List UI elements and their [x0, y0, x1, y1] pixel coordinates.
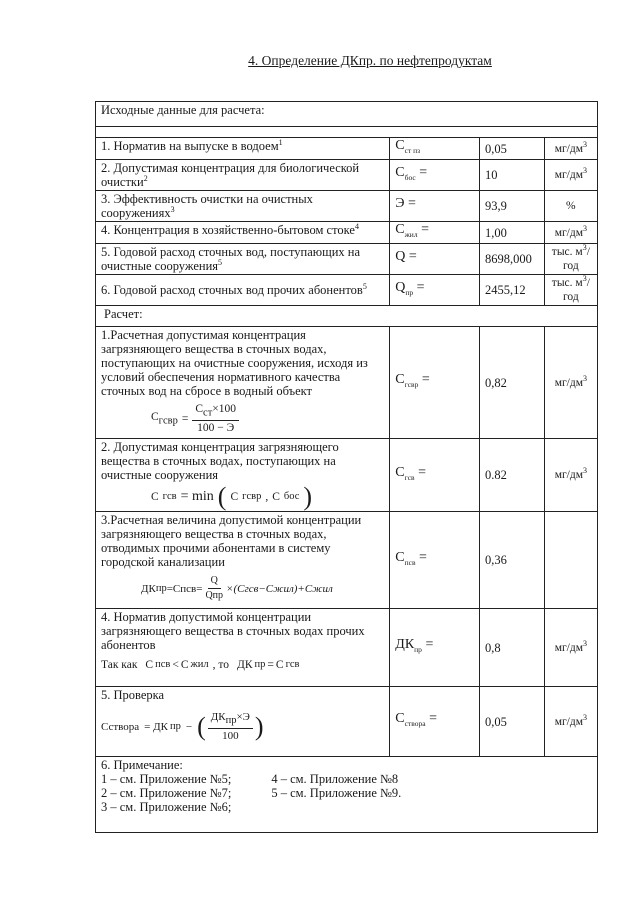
input-header-text: Исходные данные для расчета: [101, 103, 265, 117]
calc-unit [544, 327, 597, 439]
unit-text: мг/дм [554, 641, 584, 654]
calc-row [96, 512, 598, 609]
calc-label-text: 1.Расчетная допустимая концентрация загрязняющего вещества в сточных водах, поступающих на очистные сооружения, исходя из условий обеспечения нормативного качества сточных вод на сбросе в водный объект [101, 328, 368, 398]
calc-symbol [390, 609, 480, 687]
calc-row [96, 439, 598, 512]
notes-right [271, 772, 401, 814]
formula-stvora [101, 710, 384, 743]
unit-text: % [566, 200, 576, 212]
equals: = [416, 279, 425, 295]
unit-text: мг/дм [554, 142, 584, 155]
fraction-numerator [208, 710, 253, 729]
arg-comma: , [265, 491, 269, 504]
calc-value: 0,82 [480, 327, 545, 439]
note-item: 3 – см. Приложение №6; [101, 800, 232, 815]
footnote-ref: 5 [218, 257, 223, 267]
equals: = [408, 248, 417, 264]
equals: = [418, 464, 426, 480]
input-symbol [390, 191, 480, 222]
c2-sym: С [180, 659, 189, 672]
calc-value: 0.82 [480, 439, 545, 512]
equals: = [419, 164, 428, 180]
equals: = [425, 637, 434, 653]
input-label-text: 5. Годовой расход сточных вод, поступающих на очистные сооружения [101, 245, 361, 273]
calc-label-text: 3.Расчетная величина допустимой концентрации загрязняющего вещества в сточных водах, отводимых прочими абонентами в систему городской канализации [101, 513, 362, 570]
input-symbol [390, 244, 480, 275]
input-label-text: 4. Концентрация в хозяйственно-бытовом стоке [101, 223, 355, 237]
c1-sub: псв [155, 659, 171, 671]
dk-sym: ДК [237, 659, 253, 672]
input-symbol [390, 222, 480, 244]
input-symbol [390, 275, 480, 306]
equals: = [408, 195, 416, 211]
symbol-sub: ст пз [404, 145, 421, 155]
unit-sup: 3 [583, 139, 588, 149]
unit-text: тыс. м [551, 246, 583, 258]
calc-header-text: Расчет: [104, 307, 143, 321]
input-symbol [390, 160, 480, 191]
arg2-sym: С [272, 491, 280, 504]
page-title: 4. Определение ДКпр. по нефтепродуктам [248, 53, 492, 68]
symbol: С [395, 222, 405, 238]
formula-psv-eq: =Спсв= [166, 582, 203, 595]
symbol-sub: пр [405, 287, 414, 297]
input-unit [544, 138, 597, 160]
unit-sup: 3 [582, 274, 587, 284]
symbol: С [395, 372, 405, 388]
fraction-denominator: 100 − Э [197, 422, 235, 435]
unit-text: тыс. м [551, 277, 583, 289]
calc-label [96, 609, 390, 687]
calc-header [96, 306, 598, 327]
input-label [96, 244, 390, 275]
left-paren: ( [197, 711, 206, 741]
input-value: 93,9 [480, 191, 545, 222]
input-label [96, 138, 390, 160]
unit-sup: 3 [583, 712, 588, 722]
num-sub: пр [225, 715, 237, 727]
left-paren: ( [217, 482, 227, 512]
symbol: Q [395, 279, 406, 295]
notes-cell [96, 757, 598, 833]
num-sym: С [195, 403, 204, 415]
symbol-sub: гсв [404, 472, 415, 482]
unit-sup: 3 [583, 166, 588, 176]
equals: = [419, 549, 427, 565]
unit-tail: /год [563, 246, 590, 272]
calc-label-text: 5. Проверка [101, 688, 165, 703]
note-item: 4 – см. Приложение №8 [271, 772, 399, 787]
calc-symbol [390, 439, 480, 512]
equals: = [429, 711, 437, 727]
formula-equals: = [181, 412, 189, 425]
note-item: 1 – см. Приложение №5; [101, 772, 232, 787]
c3-sym: С [275, 659, 284, 672]
symbol: С [395, 164, 405, 180]
footnote-ref: 3 [170, 204, 175, 214]
fraction-denominator: 100 [222, 730, 239, 743]
formula-condition [101, 658, 384, 672]
input-label-text: 2. Допустимая концентрация для биологической очистки [101, 161, 360, 189]
formula-gsvr [151, 402, 384, 435]
unit-text: мг/дм [554, 715, 584, 728]
unit-text: мг/дм [554, 376, 584, 389]
num-tail: ×100 [212, 403, 237, 415]
arg1-sub: гсвр [242, 491, 262, 503]
formula-psv [141, 574, 384, 603]
condition-prefix: Так как [101, 659, 138, 672]
formula-lhs-sub: гсвр [158, 414, 178, 426]
input-value: 1,00 [480, 222, 545, 244]
formula-dk-sub: пр [155, 582, 167, 594]
calc-unit [544, 512, 597, 609]
input-label [96, 191, 390, 222]
right-paren: ) [303, 482, 313, 512]
calc-row [96, 327, 598, 439]
formula-gsv [151, 482, 384, 512]
formula-fraction [192, 402, 239, 435]
formula-lhs-sym: С [151, 410, 159, 423]
input-header-row [96, 102, 598, 127]
symbol-sub: бос [404, 172, 416, 182]
calc-symbol [390, 327, 480, 439]
unit-sup: 3 [582, 243, 587, 253]
symbol: С [395, 464, 405, 480]
footnote-ref: 1 [278, 137, 283, 147]
input-symbol [390, 138, 480, 160]
calculation-table [95, 101, 598, 833]
calc-value: 0,8 [480, 609, 545, 687]
input-unit [544, 191, 597, 222]
less-than: < [172, 659, 179, 672]
symbol-sub: пр [414, 645, 422, 655]
input-label-text: 6. Годовой расход сточных вод прочих абонентов [101, 283, 363, 297]
c3-sub: гсв [285, 659, 300, 671]
unit-sup: 3 [583, 223, 588, 233]
input-value: 0,05 [480, 138, 545, 160]
symbol: С [395, 711, 405, 727]
input-row [96, 191, 598, 222]
stvora-lhs: Сстворa [101, 720, 140, 733]
formula-lhs-sub: гсв [162, 491, 177, 503]
calc-symbol [390, 687, 480, 757]
stvora-eq-sub: пр [169, 720, 181, 732]
condition-mid: , то [212, 659, 230, 672]
calc-header-row [96, 306, 598, 327]
equals: = [267, 659, 274, 672]
calc-row [96, 609, 598, 687]
symbol: Э [395, 195, 405, 211]
formula-fraction [208, 710, 253, 743]
arg2-sub: бос [283, 491, 300, 503]
calc-unit [544, 439, 597, 512]
formula-fraction [202, 574, 226, 603]
input-unit [544, 160, 597, 191]
calc-label [96, 439, 390, 512]
calc-value: 0,05 [480, 687, 545, 757]
input-row [96, 138, 598, 160]
calc-row [96, 687, 598, 757]
calc-label-text: 2. Допустимая концентрация загрязняющего вещества в сточных водах, поступающих на очистные сооружения [101, 440, 339, 483]
calc-unit [544, 687, 597, 757]
symbol-sub: псв [404, 557, 416, 567]
notes-header: 6. Примечание: [101, 758, 183, 773]
dk-sub: пр [254, 659, 266, 671]
calc-label [96, 687, 390, 757]
arg1-sym: С [230, 491, 239, 504]
input-label-text: 3. Эффективность очистки на очистных сооружениях [101, 192, 313, 220]
formula-dk: ДК [141, 582, 156, 595]
calc-label [96, 512, 390, 609]
calc-symbol [390, 512, 480, 609]
unit-text: мг/дм [554, 469, 584, 482]
num-sym: ДК [210, 711, 226, 724]
symbol: Q [395, 248, 406, 264]
symbol-sub: створа [404, 719, 426, 729]
input-label [96, 222, 390, 244]
calc-label [96, 327, 390, 439]
symbol: ДК [395, 637, 415, 653]
num-tail: ×Э [236, 711, 250, 724]
c2-sub: жил [190, 659, 209, 671]
unit-sup: 3 [583, 638, 588, 648]
stvora-eq: = ДК [144, 720, 168, 733]
unit-tail: /год [563, 277, 590, 303]
c1-sym: С [145, 659, 154, 672]
minus: − [185, 720, 193, 733]
note-item: 2 – см. Приложение №7; [101, 786, 232, 801]
input-row [96, 244, 598, 275]
notes-row [96, 757, 598, 833]
calc-value: 0,36 [480, 512, 545, 609]
fraction-denominator: Qпр [205, 590, 224, 602]
input-row [96, 222, 598, 244]
symbol-sub: жил [404, 229, 418, 239]
input-label-text: 1. Норматив на выпуске в водоем [101, 139, 279, 153]
footnote-ref: 4 [354, 221, 359, 231]
calc-label-text: 4. Норматив допустимой концентрации загрязняющего вещества в сточных водах прочих абонентов [101, 610, 365, 653]
num-sub: ст [203, 407, 213, 419]
symbol: С [395, 138, 405, 154]
notes-left [101, 772, 231, 814]
unit-sup: 3 [583, 373, 588, 383]
input-unit [544, 244, 597, 275]
input-header [96, 102, 598, 127]
input-unit [544, 275, 597, 306]
fraction-numerator [192, 402, 239, 421]
input-unit [544, 222, 597, 244]
footnote-ref: 5 [362, 281, 367, 291]
symbol-sub: гсвр [404, 380, 419, 390]
input-label [96, 275, 390, 306]
footnote-ref: 2 [143, 173, 148, 183]
unit-text: мг/дм [554, 226, 584, 239]
input-row [96, 275, 598, 306]
equals: = [421, 222, 429, 238]
unit-sup: 3 [583, 466, 588, 476]
input-row [96, 160, 598, 191]
formula-lhs-sym: С [151, 491, 159, 504]
equals: = [421, 372, 430, 388]
formula-lhs [151, 410, 178, 428]
input-value: 8698,000 [480, 244, 545, 275]
formula-min: = min [180, 489, 214, 505]
fraction-numerator: Q [208, 574, 221, 589]
calc-unit [544, 609, 597, 687]
symbol: С [395, 549, 405, 565]
formula-tail: ×(Сгсв−Сжил)+Сжил [226, 582, 333, 595]
input-label [96, 160, 390, 191]
input-value: 2455,12 [480, 275, 545, 306]
notes-list [101, 772, 592, 814]
spacer-row [96, 127, 598, 138]
note-item: 5 – см. Приложение №9. [271, 786, 402, 801]
input-value: 10 [480, 160, 545, 191]
right-paren: ) [254, 711, 264, 741]
unit-text: мг/дм [554, 169, 584, 181]
